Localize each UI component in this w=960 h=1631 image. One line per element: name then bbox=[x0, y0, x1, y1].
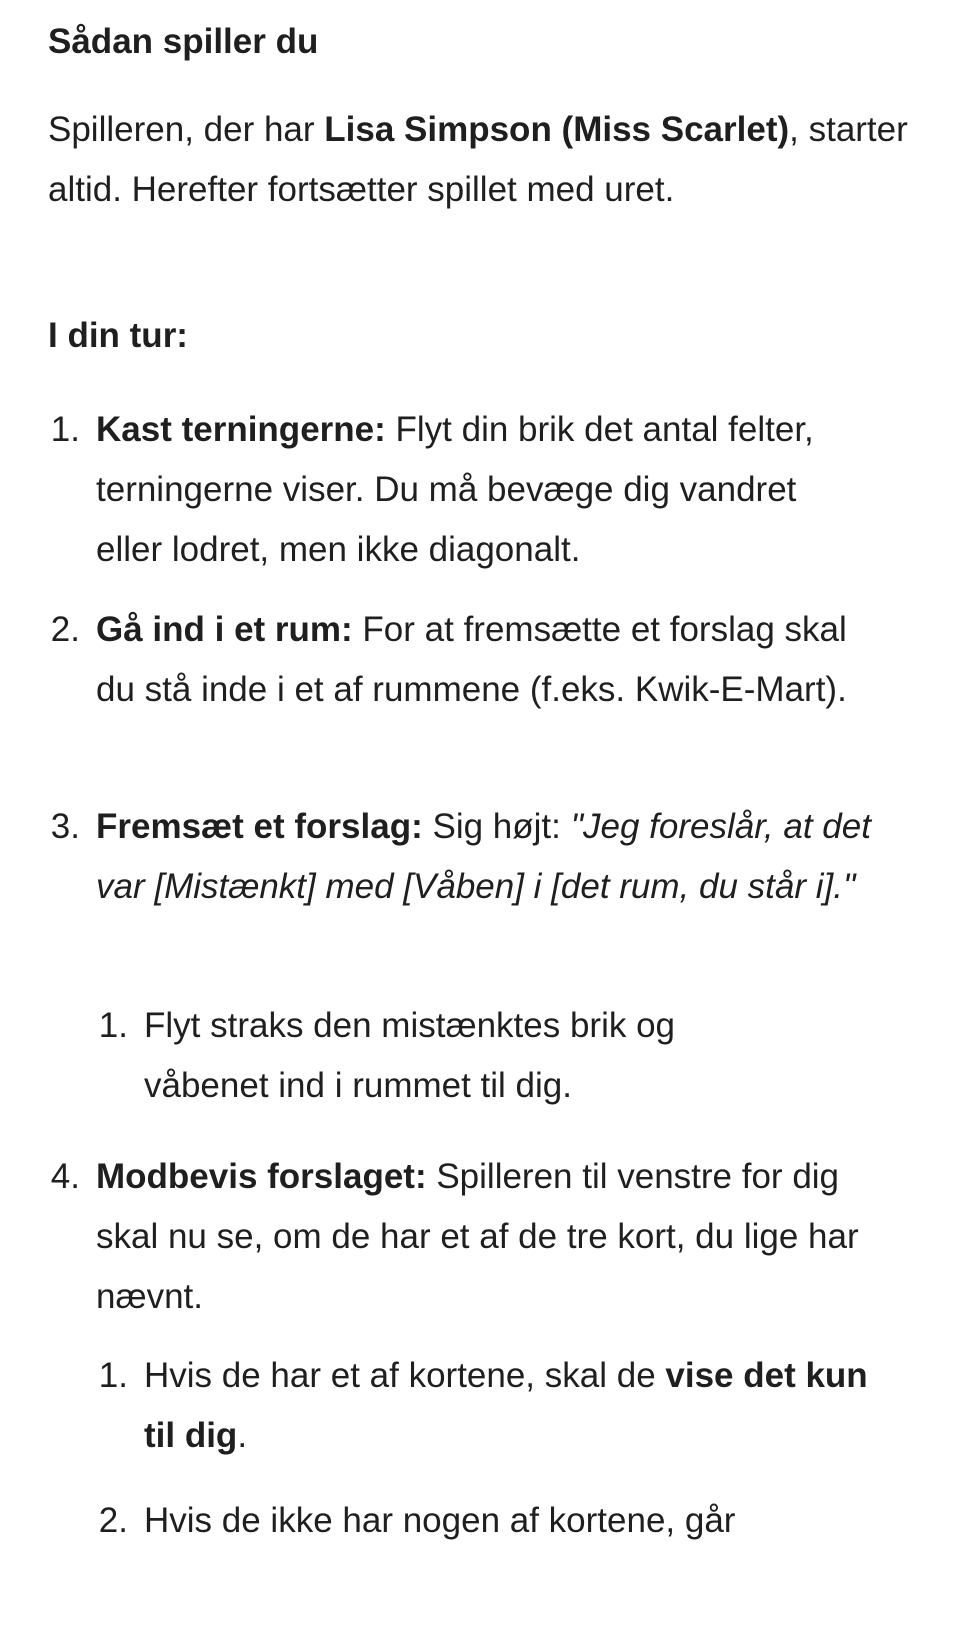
step-title: Modbevis forslaget: bbox=[96, 1157, 427, 1196]
step-body bbox=[96, 600, 886, 720]
step-title: Kast terningerne: bbox=[96, 410, 386, 449]
step-title: Fremsæt et forslag: bbox=[96, 807, 423, 846]
intro-text-end: , starter altid. Herefter fortsætter spillet med uret. bbox=[48, 110, 908, 209]
step-title: Gå ind i et rum: bbox=[96, 610, 353, 649]
step-text: Sig højt: bbox=[422, 807, 571, 846]
list-number: 1. bbox=[50, 410, 80, 449]
step-text: Spilleren til venstre for dig skal nu se, om de har et af de tre kort, du lige har nævnt. bbox=[96, 1157, 859, 1316]
list-number: 2. bbox=[50, 610, 80, 649]
substep-body bbox=[144, 1346, 874, 1466]
step-text: Flyt din brik det antal felter, terningerne viser. Du må bevæge dig vandret eller lodret, men ikke diagonalt. bbox=[96, 410, 814, 569]
list-number: 2. bbox=[98, 1501, 128, 1540]
substep-text: Hvis de har et af kortene, skal de bbox=[144, 1356, 666, 1395]
intro-paragraph bbox=[48, 100, 928, 220]
step-body bbox=[96, 1147, 896, 1327]
section-title: Sådan spiller du bbox=[48, 22, 319, 61]
list-number: 4. bbox=[50, 1157, 80, 1196]
intro-text-start: Spilleren, der har bbox=[48, 110, 325, 149]
suggestion-quote: "Jeg foreslår, at det var [Mistænkt] med [Våben] i [det rum, du står i]." bbox=[96, 807, 871, 906]
substep-emphasis: vise det kun til dig bbox=[144, 1356, 868, 1455]
substep-text-end: . bbox=[237, 1416, 248, 1455]
turn-title: I din tur: bbox=[48, 316, 188, 355]
step-body bbox=[96, 797, 896, 917]
substep-text: Flyt straks den mistænktes brik og våbenet ind i rummet til dig. bbox=[144, 1006, 675, 1105]
step-text: For at fremsætte et forslag skal du stå inde i et af rummene (f.eks. Kwik-E-Mart). bbox=[96, 610, 847, 709]
list-number: 3. bbox=[50, 807, 80, 846]
list-number: 1. bbox=[98, 1356, 128, 1395]
substep-text: Hvis de ikke har nogen af kortene, går bbox=[144, 1501, 736, 1540]
starting-player-name: Lisa Simpson (Miss Scarlet) bbox=[324, 110, 790, 149]
list-number: 1. bbox=[98, 1006, 128, 1045]
step-body bbox=[96, 400, 856, 580]
